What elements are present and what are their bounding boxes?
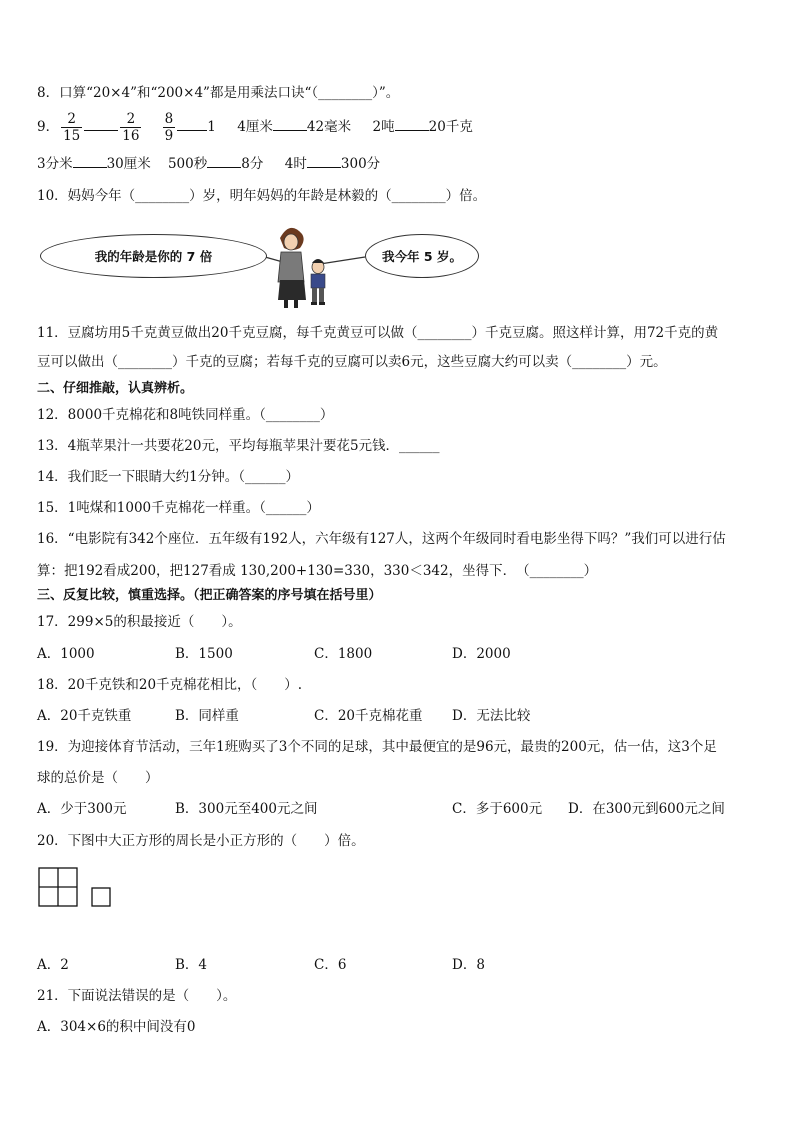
question-18: 18．20千克铁和20千克棉花相比，（ ）.	[37, 677, 303, 693]
question-8: 8．口算“20×4”和“200×4”都是用乘法口诀“（________）”。	[37, 85, 400, 101]
question-21: 21．下面说法错误的是（ ）。	[37, 988, 237, 1004]
question-number: 9．	[37, 119, 60, 135]
q20-option-d[interactable]: D．8	[452, 957, 485, 973]
question-12: 12．8000千克棉花和8吨铁同样重。（________）	[37, 407, 334, 423]
q19-option-b[interactable]: B．300元至400元之间	[175, 801, 318, 817]
fraction-2-15: $\frac{2}{15}$	[63, 111, 81, 144]
question-20: 20．下图中大正方形的周长是小正方形的（ ）倍。	[37, 833, 365, 849]
answer-blank[interactable]	[395, 118, 429, 131]
squares-figure	[38, 867, 113, 909]
q17-option-b[interactable]: B．1500	[175, 646, 233, 662]
q19-option-a[interactable]: A．少于300元	[37, 801, 127, 817]
question-19-line-2: 球的总价是（ ）	[37, 770, 159, 786]
q18-option-c[interactable]: C．20千克棉花重	[314, 708, 423, 724]
question-11-line-1: 11．豆腐坊用5千克黄豆做出20千克豆腐，每千克黄豆可以做（________）千克豆腐。照这样计算，用72千克的黄	[37, 325, 719, 341]
speech-bubble-left: 我的年龄是你的 7 倍	[40, 234, 267, 278]
answer-blank[interactable]	[207, 155, 241, 168]
question-19-line-1: 19．为迎接体育节活动，三年1班购买了3个不同的足球，其中最便宜的是96元，最贵的200元，估一估，这3个足	[37, 739, 717, 755]
speech-bubble-right: 我今年 5 岁。	[365, 234, 479, 278]
q18-option-a[interactable]: A．20千克铁重	[37, 708, 132, 724]
small-square-icon	[92, 888, 110, 906]
question-10: 10．妈妈今年（________）岁，明年妈妈的年龄是林毅的（________）倍。	[37, 188, 487, 204]
q19-option-c[interactable]: C．多于600元	[452, 801, 543, 817]
boy-figure-icon	[311, 259, 325, 305]
question-9-line-2: 3分米 30厘米 500秒 8分 4时 300分	[37, 156, 381, 172]
question-14: 14．我们眨一下眼睛大约1分钟。（______）	[37, 469, 300, 485]
fraction-8-9: $\frac{8}{9}$	[164, 111, 174, 144]
q19-option-d[interactable]: D．在300元到600元之间	[568, 801, 725, 817]
q20-option-b[interactable]: B．4	[175, 957, 208, 973]
answer-blank[interactable]	[307, 155, 341, 168]
question-15: 15．1吨煤和1000千克棉花一样重。（______）	[37, 500, 320, 516]
question-17: 17．299×5的积最接近（ ）。	[37, 614, 242, 630]
answer-blank[interactable]	[73, 155, 107, 168]
q18-option-d[interactable]: D．无法比较	[452, 708, 531, 724]
question-9-line-1: 9． $\frac{2}{15}$ $\frac{2}{16}$ $\frac{8}{9}$ 1 4厘米 42毫米 2吨 20千克	[37, 111, 473, 144]
q17-option-d[interactable]: D．2000	[452, 646, 511, 662]
answer-blank[interactable]	[273, 118, 307, 131]
answer-blank[interactable]	[84, 118, 118, 131]
q20-option-c[interactable]: C．6	[314, 957, 347, 973]
question-16-line-2: 算：把192看成200，把127看成 130,200+130=330，330＜342，坐得下． （________）	[37, 563, 598, 579]
section-3-heading: 三、反复比较，慎重选择。（把正确答案的序号填在括号里）	[37, 588, 382, 603]
q17-option-a[interactable]: A．1000	[37, 646, 95, 662]
question-11-line-2: 豆可以做出（________）千克的豆腐；若每千克的豆腐可以卖6元，这些豆腐大约可以卖（________）元。	[37, 354, 667, 370]
question-13: 13．4瓶苹果汁一共要花20元，平均每瓶苹果汁要花5元钱．______	[37, 438, 440, 454]
mother-figure-icon	[278, 228, 306, 308]
fraction-2-16: $\frac{2}{16}$	[122, 111, 140, 144]
answer-blank[interactable]	[177, 118, 207, 131]
q21-option-a[interactable]: A．304×6的积中间没有0	[37, 1019, 196, 1035]
question-16-line-1: 16．“电影院有342个座位．五年级有192人，六年级有127人，这两个年级同时看电影坐得下吗？”我们可以进行估	[37, 531, 726, 547]
section-2-heading: 二、仔细推敲，认真辨析。	[37, 381, 194, 396]
q20-option-a[interactable]: A．2	[37, 957, 69, 973]
q17-option-c[interactable]: C．1800	[314, 646, 373, 662]
mother-son-illustration	[40, 220, 480, 310]
q18-option-b[interactable]: B．同样重	[175, 708, 239, 724]
